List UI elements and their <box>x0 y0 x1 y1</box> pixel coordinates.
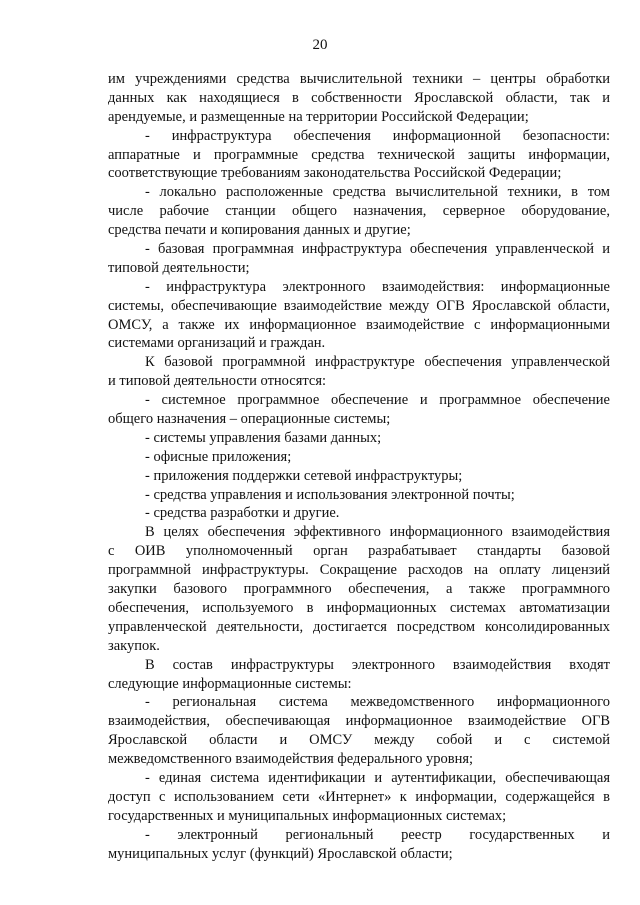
text-paragraph <box>108 523 610 655</box>
list-item <box>108 467 610 486</box>
list-item <box>108 183 610 240</box>
list-item <box>108 486 610 505</box>
text-line: Ярославской области и ОМСУ между собой и с системой <box>108 732 610 749</box>
text-line: арендуемые, и размещенные на территории Российской Федерации; <box>108 108 529 125</box>
text-line: системы, обеспечивающие взаимодействие между ОГВ Ярославской области, <box>108 297 610 314</box>
text-line: ОМСУ, а также их информационное взаимодействие с информационными <box>108 316 610 333</box>
text-line: - локально расположенные средства вычислительной техники, в том <box>145 184 610 201</box>
text-line: управленческой деятельности, достигается посредством консолидированных <box>108 618 610 635</box>
text-line: аппаратные и программные средства технической защиты информации, <box>108 146 610 163</box>
text-line: и типовой деятельности относятся: <box>108 373 327 390</box>
text-line: - инфраструктура электронного взаимодействия: информационные <box>145 278 610 295</box>
text-line: К базовой программной инфраструктуре обеспечения управленческой <box>145 354 610 371</box>
text-paragraph <box>108 656 610 694</box>
text-line: данных как находящиеся в собственности Ярославской области, так и <box>108 89 610 106</box>
text-line: - инфраструктура обеспечения информационной безопасности: <box>145 127 610 144</box>
text-line: - средства управления и использования электронной почты; <box>145 486 515 503</box>
list-item <box>108 127 610 184</box>
list-item <box>108 278 610 354</box>
text-line: муниципальных услуг (функций) Ярославской области; <box>108 845 453 862</box>
list-item <box>108 693 610 769</box>
text-line: доступ с использованием сети «Интернет» к информации, содержащейся в <box>108 788 610 805</box>
text-paragraph <box>108 70 610 127</box>
text-line: - электронный региональный реестр государственных и <box>145 826 610 843</box>
text-line: В целях обеспечения эффективного информационного взаимодействия <box>145 524 610 541</box>
text-line: - региональная система межведомственного информационного <box>145 694 610 711</box>
page-number: 20 <box>312 37 328 53</box>
text-line: закупки базового программного обеспечения, а также программного <box>108 581 610 598</box>
list-item <box>108 429 610 448</box>
text-line: - приложения поддержки сетевой инфраструктуры; <box>145 467 463 484</box>
text-line: - единая система идентификации и аутентификации, обеспечивающая <box>145 769 610 786</box>
list-item <box>108 240 610 278</box>
text-line: межведомственного взаимодействия федерального уровня; <box>108 751 474 768</box>
text-line: программной инфраструктуры. Сокращение расходов на оплату лицензий <box>108 562 610 579</box>
text-line: типовой деятельности; <box>108 259 250 276</box>
text-line: - средства разработки и другие. <box>145 505 340 522</box>
text-line: средства печати и копирования данных и другие; <box>108 222 411 239</box>
text-line: числе рабочие станции общего назначения, серверное оборудование, <box>108 203 610 220</box>
list-item <box>108 769 610 826</box>
list-item <box>108 504 610 523</box>
text-line: государственных и муниципальных информационных системах; <box>108 807 507 824</box>
text-line: системами организаций и граждан. <box>108 335 326 352</box>
text-line: - системное программное обеспечение и программное обеспечение <box>145 392 610 409</box>
text-line: - базовая программная инфраструктура обеспечения управленческой и <box>145 241 610 258</box>
text-line: взаимодействия, обеспечивающая информационное взаимодействие ОГВ <box>108 713 610 730</box>
list-item <box>108 391 610 429</box>
text-line: обеспечения, используемого в информационных системах автоматизации <box>108 599 610 616</box>
text-paragraph <box>108 353 610 391</box>
text-line: - системы управления базами данных; <box>145 429 382 446</box>
text-line: общего назначения – операционные системы; <box>108 411 391 428</box>
text-line: закупок. <box>108 637 160 654</box>
list-item <box>108 826 610 864</box>
text-line: с ОИВ уполномоченный орган разрабатывает стандарты базовой <box>108 543 610 560</box>
text-line: им учреждениями средства вычислительной техники – центры обработки <box>108 71 610 87</box>
text-line: следующие информационные системы: <box>108 675 352 692</box>
list-item <box>108 448 610 467</box>
text-line: - офисные приложения; <box>145 448 292 465</box>
text-line: В состав инфраструктуры электронного взаимодействия входят <box>145 656 610 673</box>
text-line: соответствующие требованиям законодательства Российской Федерации; <box>108 165 562 182</box>
document-body <box>108 70 610 863</box>
